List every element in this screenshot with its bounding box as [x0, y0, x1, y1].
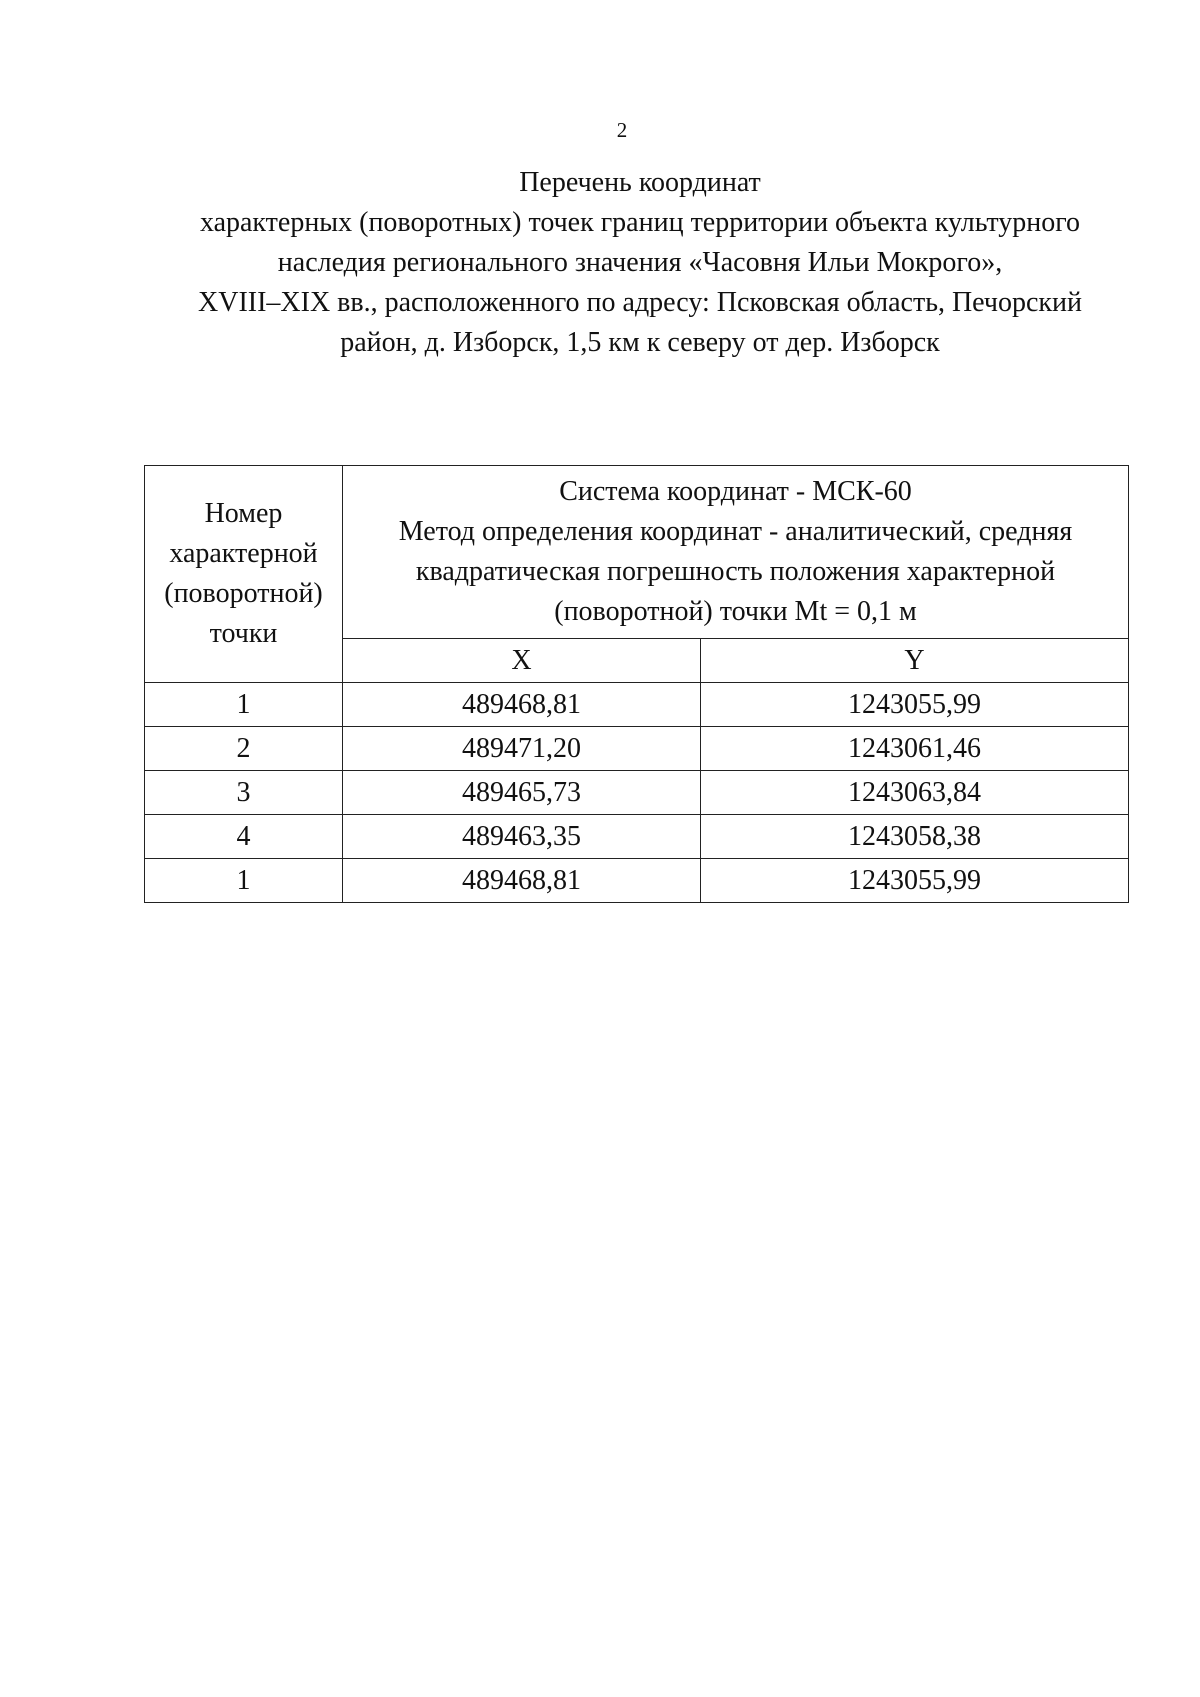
point-number-cell: 1 — [145, 683, 343, 727]
point-number-cell: 4 — [145, 815, 343, 859]
y-coordinate-cell: 1243058,38 — [701, 815, 1129, 859]
x-column-header: X — [343, 639, 701, 683]
table-row — [145, 727, 1129, 771]
title-line-2: характерных (поворотных) точек границ территории объекта культурного — [199, 207, 1081, 238]
point-number-cell: 3 — [145, 771, 343, 815]
title-line-1: Перечень координат — [519, 167, 761, 198]
title-line-5: район, д. Изборск, 1,5 км к северу от дер. Изборск — [340, 327, 940, 358]
x-coordinate-cell: 489463,35 — [343, 815, 701, 859]
system-header-line-1: Система координат - МСК-60 — [559, 476, 912, 507]
title-line-3: наследия регионального значения «Часовня Ильи Мокрого», — [277, 247, 1003, 278]
table-row — [145, 859, 1129, 903]
point-header-line-4: точки — [209, 618, 278, 649]
point-number-header — [145, 466, 343, 683]
y-coordinate-cell: 1243055,99 — [701, 683, 1129, 727]
point-header-line-2: характерной — [169, 538, 318, 569]
y-coordinate-cell: 1243055,99 — [701, 859, 1129, 903]
page-number: 2 — [616, 118, 628, 142]
coordinates-table — [144, 465, 1129, 903]
system-header-line-3: квадратическая погрешность положения характерной — [415, 556, 1056, 587]
table-row — [145, 815, 1129, 859]
point-number-cell: 2 — [145, 727, 343, 771]
y-coordinate-cell: 1243061,46 — [701, 727, 1129, 771]
system-header-line-2: Метод определения координат - аналитический, средняя — [398, 516, 1073, 547]
x-coordinate-cell: 489471,20 — [343, 727, 701, 771]
document-title — [150, 163, 1130, 363]
system-header-line-4: (поворотной) точки Mt = 0,1 м — [554, 596, 917, 627]
y-coordinate-cell: 1243063,84 — [701, 771, 1129, 815]
x-coordinate-cell: 489468,81 — [343, 683, 701, 727]
point-header-line-3: (поворотной) — [164, 578, 323, 609]
table-row — [145, 683, 1129, 727]
x-coordinate-cell: 489468,81 — [343, 859, 701, 903]
y-column-header: Y — [701, 639, 1129, 683]
x-coordinate-cell: 489465,73 — [343, 771, 701, 815]
point-header-line-1: Номер — [204, 498, 283, 529]
title-line-4: XVIII–XIX вв., расположенного по адресу: Псковская область, Печорский — [198, 287, 1082, 318]
coordinate-system-header — [343, 466, 1129, 639]
table-row — [145, 771, 1129, 815]
point-number-cell: 1 — [145, 859, 343, 903]
